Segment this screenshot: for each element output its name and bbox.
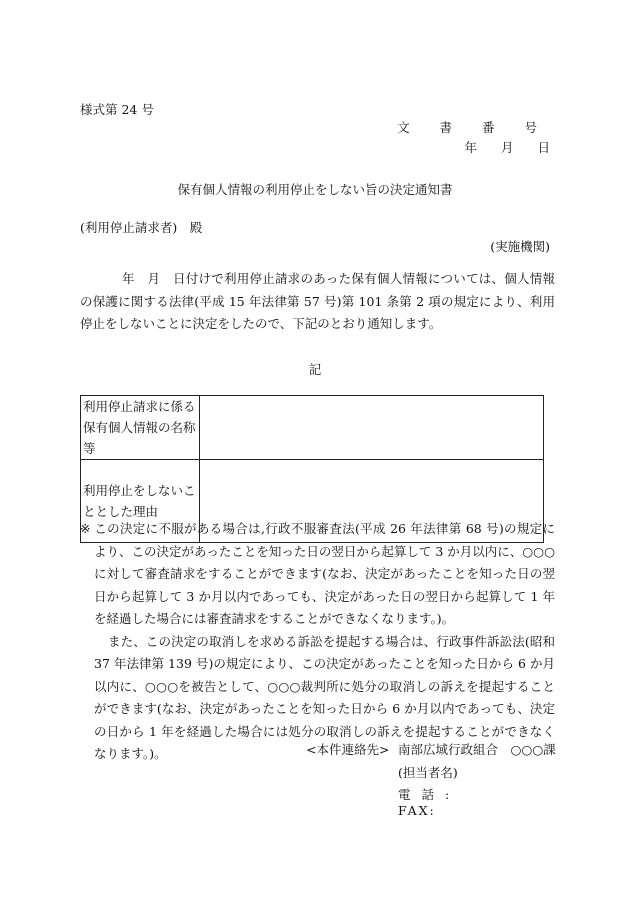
note-appeal-text: この決定に不服がある場合は,行政不服審査法(平成 26 年法律第 68 号)の規定により、この決定があったことを知った日の翌日から起算して 3 か月以内に、○○○に対して審査請求をすることができます(なお、決定があったことを知った日の翌日から起算して 3 か月以内であっても、決定があった日の翌日から起算して 1 年を経過した場合には審査請求をすることができなくなります。)。 <box>94 521 555 626</box>
date-day: 日 <box>537 140 550 155</box>
document-title: 保有個人情報の利用停止をしない旨の決定通知書 <box>177 182 453 197</box>
ki-heading: 記 <box>308 362 322 377</box>
contact-label: <本件連絡先> <box>306 742 390 757</box>
contact-phone: 電話: <box>398 787 461 802</box>
note-paragraph-lawsuit: また、この決定の取消しを求める訴訟を提起する場合は、行政事件訴訟法(昭和 37 年法律第 139 号)の規定により、この決定があったことを知った日から 6 か月以内に、○○○を被告として、○○○裁判所に処分の取消しの訴えを提起することができます(なお、決定があったことを知った日から 6 か月以内であっても、決定の日から 1 年を経過した場合には処分の取消しの訴えを提起することができなくなります。)。 <box>94 633 555 761</box>
issuing-agency: (実施機関) <box>490 239 550 254</box>
document-number-label: 文 書 番 号 <box>397 120 550 135</box>
addressee: (利用停止請求者) 殿 <box>80 220 203 235</box>
table-label-reason: 利用停止をしないこととした理由 <box>81 460 200 543</box>
note-mark: ※ <box>80 521 91 536</box>
note-paragraph-appeal <box>80 518 555 631</box>
contact-person: (担当者名) <box>398 765 458 780</box>
contact-fax: FAX: <box>398 803 436 818</box>
body-paragraph: 年 月 日付けで利用停止請求のあった保有個人情報については、個人情報の保護に関する法律(平成 15 年法律第 57 号)第 101 条第 2 項の規定により、利用停止をしないことに決定をしたので、下記のとおり通知します。 <box>80 271 555 331</box>
date-line <box>464 138 550 156</box>
date-year: 年 <box>464 140 477 155</box>
table-row <box>81 396 544 460</box>
table-value-info-name <box>200 396 544 460</box>
date-month: 月 <box>500 140 514 155</box>
contact-organization: 南部広域行政組合 ○○○課 <box>398 742 556 757</box>
table-label-info-name: 利用停止請求に係る保有個人情報の名称等 <box>81 396 200 460</box>
form-number: 様式第 24 号 <box>80 102 154 117</box>
notes-section <box>80 518 555 766</box>
